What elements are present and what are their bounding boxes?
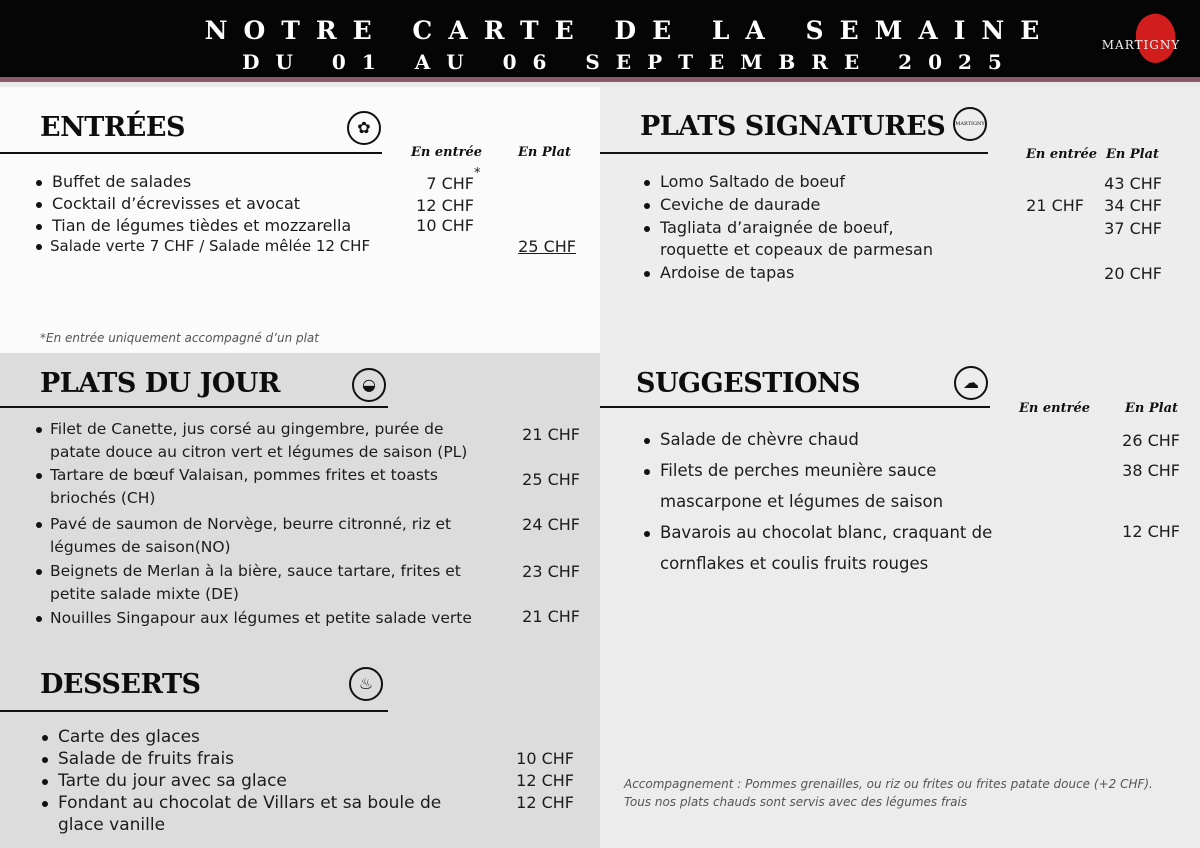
cupcake-icon: ♨ [349, 667, 383, 701]
bullet [644, 180, 650, 186]
list-item: Ceviche de daurade [660, 195, 821, 214]
price: 21 CHF [522, 425, 580, 444]
price-plat: 37 CHF [1104, 219, 1162, 238]
logo-text: MARTIGNY [1101, 38, 1181, 52]
entrees-col-plat: En Plat [518, 145, 572, 160]
bullet [42, 735, 48, 741]
price: 12 CHF [516, 793, 574, 812]
price-entree: 12 CHF [416, 196, 474, 215]
bullet [36, 180, 42, 186]
entrees-note: *En entrée uniquement accompagné d’un plat [40, 331, 319, 345]
signatures-rule [600, 152, 988, 154]
list-item-continued: briochés (CH) [50, 489, 156, 507]
price-plat: 20 CHF [1104, 264, 1162, 283]
jour-title: PLATS DU JOUR [40, 368, 280, 399]
bullet [36, 244, 42, 250]
list-item: Beignets de Merlan à la bière, sauce tartare, frites et [50, 562, 461, 580]
list-item-continued: légumes de saison(NO) [50, 538, 231, 556]
bullet [36, 616, 42, 622]
price-plat: 43 CHF [1104, 174, 1162, 193]
list-item: Bavarois au chocolat blanc, craquant de [660, 523, 993, 542]
list-item-continued: roquette et copeaux de parmesan [660, 240, 933, 259]
price-entree: 21 CHF [1026, 196, 1084, 215]
list-item: Buffet de salades [52, 172, 192, 191]
price: 12 CHF [516, 771, 574, 790]
entrees-rule [0, 152, 382, 154]
suggestions-col-entree: En entrée [1019, 401, 1091, 416]
salad-icon: ✿ [347, 111, 381, 145]
list-item-continued: glace vanille [58, 815, 166, 835]
list-item: Tartare de bœuf Valaisan, pommes frites et toasts [50, 466, 438, 484]
bullet [42, 779, 48, 785]
desserts-rule [0, 710, 388, 712]
signatures-col-entree: En entrée [1026, 147, 1098, 162]
price-plat: 25 CHF [518, 237, 576, 256]
bullet [644, 226, 650, 232]
list-item: Nouilles Singapour aux légumes et petite salade verte [50, 609, 472, 627]
list-item: Pavé de saumon de Norvège, beurre citronné, riz et [50, 515, 452, 533]
price: 12 CHF [1122, 522, 1180, 541]
list-item: Salade verte 7 CHF / Salade mêlée 12 CHF [50, 237, 371, 255]
bullet [644, 203, 650, 209]
price-entree: 10 CHF [416, 216, 474, 235]
signatures-title: PLATS SIGNATURES [640, 111, 946, 142]
list-item: Salade de fruits frais [58, 749, 235, 769]
price-plat: 34 CHF [1104, 196, 1162, 215]
asterisk-mark: * [474, 166, 481, 181]
list-item: Tagliata d’araignée de boeuf, [660, 218, 894, 237]
list-item: Filets de perches meunière sauce [660, 461, 937, 480]
panel-suggestions [600, 353, 1200, 848]
bullet [42, 757, 48, 763]
price: 24 CHF [522, 515, 580, 534]
chef-hat-icon: ☁ [954, 366, 988, 400]
bullet [644, 271, 650, 277]
bullet [644, 531, 650, 537]
list-item: Ardoise de tapas [660, 263, 795, 282]
bullet [36, 427, 42, 433]
list-item: Tian de légumes tièdes et mozzarella [52, 216, 352, 235]
menu-date-range: DU 01 AU 06 SEPTEMBRE 2025 [242, 50, 1018, 74]
suggestions-rule [600, 406, 990, 408]
price: 23 CHF [522, 562, 580, 581]
header-banner [0, 0, 1200, 82]
bullet [36, 473, 42, 479]
list-item: Lomo Saltado de boeuf [660, 172, 846, 191]
list-item: Fondant au chocolat de Villars et sa boule de [58, 793, 442, 813]
dish-icon: ◒ [352, 368, 386, 402]
bullet [36, 569, 42, 575]
bullet [644, 469, 650, 475]
price: 21 CHF [522, 607, 580, 626]
bullet [644, 438, 650, 444]
list-item: Tarte du jour avec sa glace [58, 771, 287, 791]
list-item: Filet de Canette, jus corsé au gingembre, purée de [50, 420, 444, 438]
suggestions-title: SUGGESTIONS [636, 368, 861, 399]
suggestions-col-plat: En Plat [1125, 401, 1179, 416]
list-item-continued: petite salade mixte (DE) [50, 585, 239, 603]
bullet [42, 801, 48, 807]
menu-title: NOTRE CARTE DE LA SEMAINE [204, 16, 1056, 45]
desserts-title: DESSERTS [40, 669, 201, 700]
list-item: Salade de chèvre chaud [660, 430, 859, 449]
bullet [36, 522, 42, 528]
jour-rule [0, 406, 388, 408]
bullet [36, 202, 42, 208]
bullet [36, 224, 42, 230]
signatures-col-plat: En Plat [1106, 147, 1160, 162]
martigny-badge-icon: MARTIGNY [953, 107, 987, 141]
accompaniment-note: Accompagnement : Pommes grenailles, ou riz ou frites ou frites patate douce (+2 CHF). Tous nos plats chauds sont servis avec des légumes frais [624, 777, 1153, 809]
price: 38 CHF [1122, 461, 1180, 480]
price-entree: 7 CHF [426, 174, 474, 193]
list-item-continued: cornflakes et coulis fruits rouges [660, 554, 929, 573]
price: 26 CHF [1122, 431, 1180, 450]
martigny-logo [1096, 14, 1186, 76]
list-item-continued: patate douce au citron vert et légumes de saison (PL) [50, 443, 468, 461]
list-item: Carte des glaces [58, 727, 200, 747]
entrees-col-entree: En entrée [411, 145, 483, 160]
price: 25 CHF [522, 470, 580, 489]
price: 10 CHF [516, 749, 574, 768]
list-item-continued: mascarpone et légumes de saison [660, 492, 944, 511]
entrees-title: ENTRÉES [40, 112, 185, 143]
list-item: Cocktail d’écrevisses et avocat [52, 194, 301, 213]
